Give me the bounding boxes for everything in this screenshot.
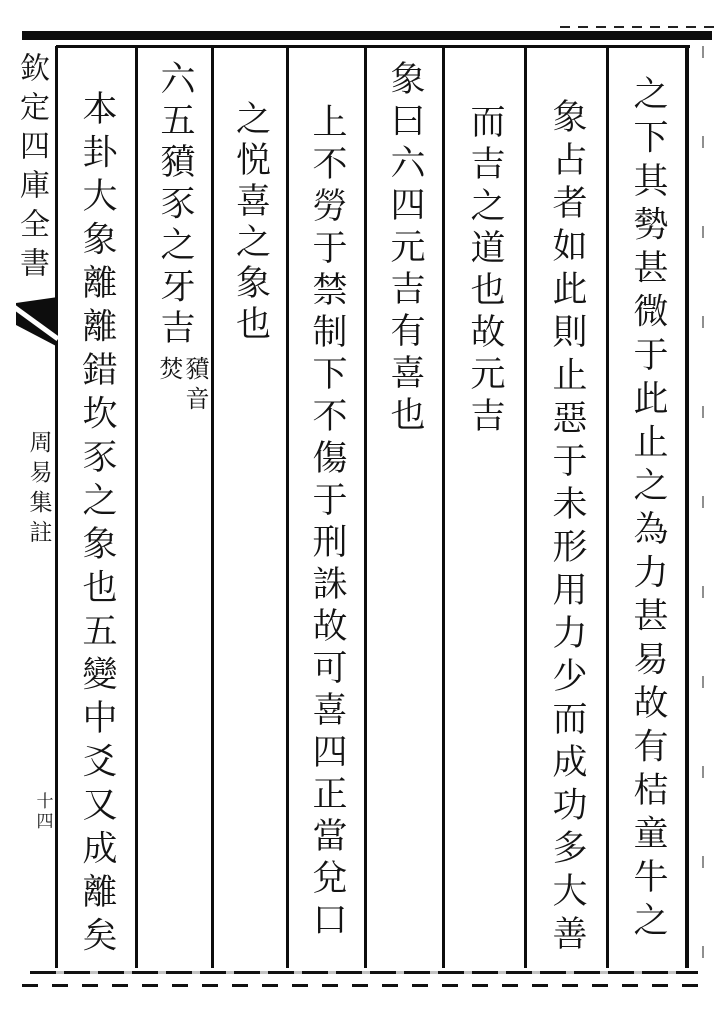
collection-title <box>6 52 56 286</box>
collection-title-text: 欽定四庫全書 <box>14 52 49 286</box>
gloss-left-subcolumn: 焚 <box>154 356 183 386</box>
column-text: 之下其勢甚微于此止之為力甚易故有桔童牛之 <box>628 75 668 945</box>
gloss-right-subcolumn: 豶音 <box>181 356 209 416</box>
fishtail-mark-icon <box>16 297 58 351</box>
pronunciation-gloss <box>142 356 208 452</box>
text-column-3 <box>445 103 524 439</box>
column-text: 象占者如此則止惡于未形用力少而成功多大善 <box>547 98 587 958</box>
bottom-border-dashed <box>22 984 708 987</box>
text-column-1 <box>609 75 686 945</box>
bottom-border <box>30 971 698 974</box>
text-column-4 <box>367 60 442 438</box>
page-number <box>26 792 58 832</box>
text-column-5 <box>289 103 364 943</box>
book-title <box>18 430 58 550</box>
text-column-6 <box>214 100 286 346</box>
text-column-8 <box>58 90 135 960</box>
page-number-text: 十四 <box>32 792 53 832</box>
column-text: 之悦喜之象也 <box>230 100 271 346</box>
column-text: 本卦大象離離錯坎豕之象也五變中爻又成離矣 <box>77 90 117 960</box>
book-title-text: 周易集註 <box>25 430 52 550</box>
right-outer-border-dashed <box>702 46 704 966</box>
top-border-thick <box>22 31 712 40</box>
top-border-thin <box>56 45 690 48</box>
column-text: 六五豶豕之牙吉 <box>155 60 195 351</box>
top-outer-border-dashed <box>560 26 720 28</box>
column-text: 象曰六四元吉有喜也 <box>385 60 425 438</box>
text-column-7 <box>138 60 211 351</box>
column-text: 上不勞于禁制下不傷于刑誅故可喜四正當兌口 <box>307 103 347 943</box>
column-text: 而吉之道也故元吉 <box>465 103 505 439</box>
text-column-2 <box>527 98 606 958</box>
